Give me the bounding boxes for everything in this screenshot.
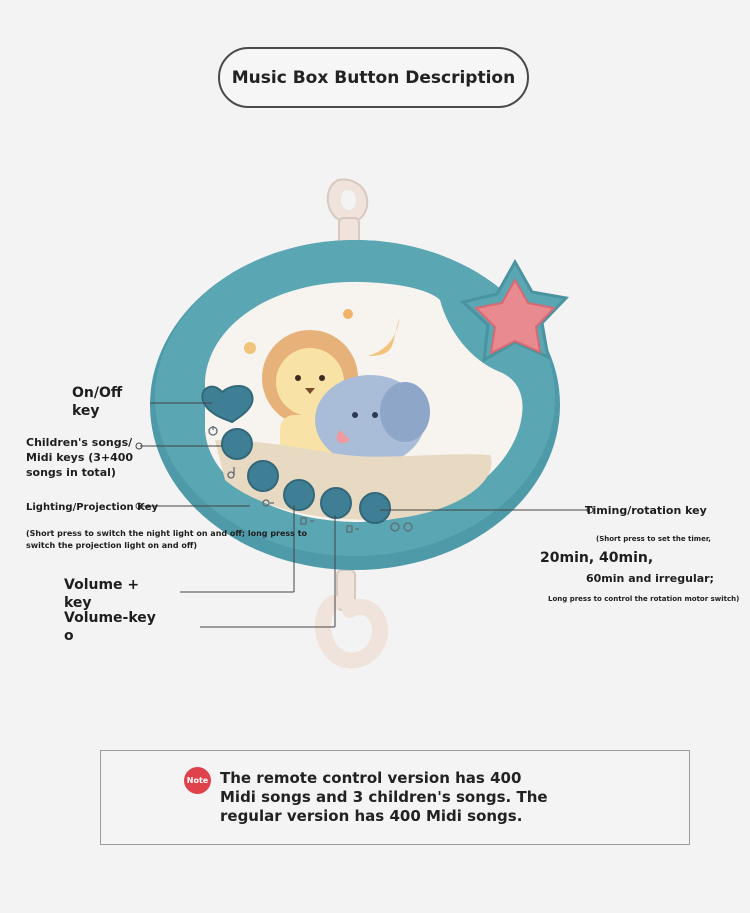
note-box [100, 750, 690, 845]
lighting-button[interactable] [248, 461, 278, 491]
timing-desc-4: Long press to control the rotation motor switch) [548, 595, 740, 603]
timing-key-label: Timing/rotation key [585, 504, 707, 517]
volume-minus-label: Volume-key o [64, 610, 156, 644]
volume-up-button[interactable] [284, 480, 314, 510]
top-hook [328, 180, 368, 249]
songs-button[interactable] [222, 429, 252, 459]
note-text: The remote control version has 400 Midi songs and 3 children's songs. The regular version has 400 Midi songs. [220, 769, 548, 825]
note-badge [184, 767, 211, 794]
lighting-key-label: Lighting/Projection Key [26, 502, 159, 513]
page-title: Music Box Button Description [231, 67, 516, 88]
small-star-icon-2 [244, 342, 256, 354]
songs-key-label: Children's songs/ Midi keys (3+400 songs in total) [26, 436, 134, 479]
small-star-icon [343, 309, 353, 319]
bottom-hook [323, 570, 380, 660]
onoff-key-label: On/Off key [72, 385, 123, 419]
volume-plus-label: Volume + key [64, 577, 140, 611]
volume-down-button[interactable] [321, 488, 351, 518]
timing-desc-3: 60min and irregular; [586, 572, 714, 585]
note-badge-label: Note [186, 776, 209, 785]
timing-desc-1: (Short press to set the timer, [596, 535, 711, 543]
timing-desc-2: 20min, 40min, [540, 550, 654, 566]
timing-button[interactable] [360, 493, 390, 523]
lighting-key-desc: (Short press to switch the night light on and off; long press to switch the projection light on and off) [26, 529, 308, 550]
